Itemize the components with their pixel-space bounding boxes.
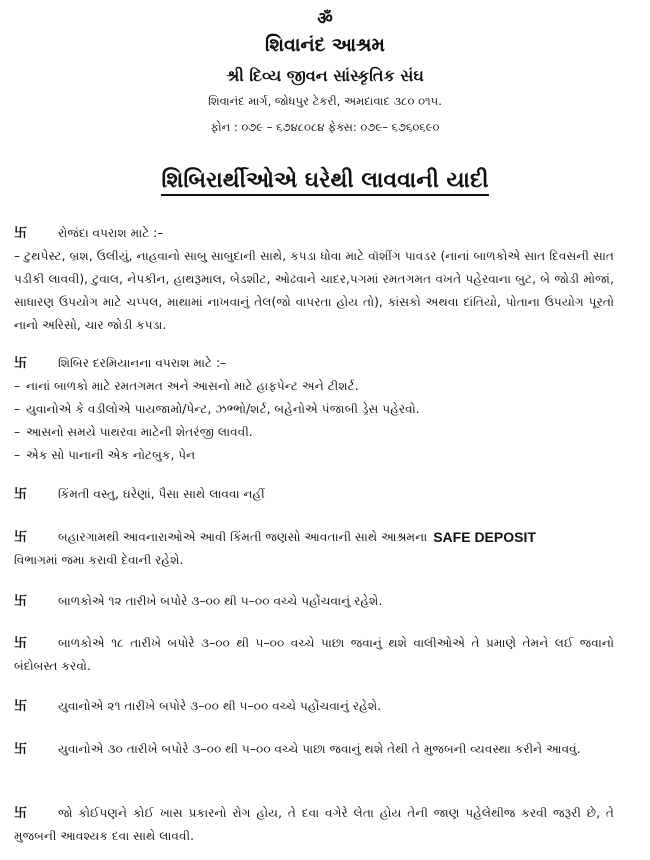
- dash-bullet: –: [14, 448, 21, 462]
- organization-name: શિવાનંદ આશ્રમ: [265, 34, 385, 56]
- camp-use-section: [14, 352, 614, 467]
- list-item: [14, 444, 614, 467]
- note-text: યુવાનોએ ૨૧ તારીખે બપોરે ૩–૦૦ થી ૫–૦૦ વચ્ચે પહોંચવાનું રહેશે.: [58, 699, 382, 713]
- note-text: [14, 632, 614, 678]
- daily-use-heading: રોજંદા વપરાશ માટે :–: [58, 226, 164, 240]
- swastika-icon: 卐: [14, 742, 28, 757]
- list-item: [14, 375, 614, 398]
- camp-use-heading-row: [14, 352, 614, 375]
- swastika-icon: 卐: [14, 530, 28, 545]
- note-body: યુવાનોએ ૩૦ તારીખે બપોરે ૩–૦૦ થી ૫–૦૦ વચ્ચે પાછા જવાનું થશે તેથી તે મુજબની વ્યવસ્થા કરીને આવવું.: [58, 742, 581, 756]
- deposit-text-before: બહારગામથી આવનારાઓએ આવી કિંમતી જણસો આવતાની સાથે આશ્રમના: [58, 530, 428, 544]
- om-symbol: ॐ: [317, 9, 333, 29]
- swastika-icon: 卐: [14, 356, 28, 371]
- safe-deposit-label: SAFE DEPOSIT: [433, 529, 536, 545]
- swastika-icon: 卐: [14, 699, 28, 714]
- swastika-icon: 卐: [14, 806, 28, 821]
- daily-use-items: – ટુથપેસ્ટ, બ્રશ, ઉલીયું, નાહવાનો સાબુ સાબુદાની સાથે, કપડા ધોવા માટે વૉશીંગ પાવડર (નાનાં બાળકોએ સાત દિવસની સાત પડીકી લાવવી), ટુવાલ, નેપકીન, હાથરૂમાલ, બેડશીટ, ઓઢવાને ચાદર,પગમાં રમતગમત વખતે પહેરવાના બુટ, બે જોડી મોજાં, સાધારણ ઉપયોગ માટે ચપ્પલ, માથામાં નાખવાનું તેલ(જો વાપરતા હોય તો), કાંસકો અથવા દાંતિયો, પોતાના ઉપયોગ પૂરતો નાનો અરિસો, ચાર જોડી કપડા.: [14, 249, 614, 332]
- dash-bullet: –: [14, 402, 21, 416]
- deposit-row: [14, 526, 614, 549]
- arrival-note-youth: [14, 695, 614, 718]
- swastika-icon: 卐: [14, 636, 28, 651]
- organization-address: શિવાનંદ માર્ગ, જોધપુર ટેકરી, અમદાવાદ ૩૮૦ ૦૧૫.: [208, 94, 442, 108]
- valuables-text: કિંમતી વસ્તુ, ઘરેણાં, પૈસા સાથે લાવવા નહીં: [58, 487, 265, 501]
- daily-use-section: [14, 222, 614, 337]
- valuables-row: [14, 483, 614, 506]
- list-item-text: એક સો પાનાની એક નોટબુક, પેન: [26, 448, 196, 462]
- list-item: [14, 421, 614, 444]
- dash-bullet: –: [14, 379, 21, 393]
- page-title-text: શિબિરાર્થીઓએ ઘરેથી લાવવાની યાદી: [161, 168, 488, 196]
- note-row: [14, 590, 614, 613]
- page-title: [0, 168, 650, 193]
- valuables-note: [14, 483, 614, 506]
- note-text: બાળકોએ ૧૨ તારીખે બપોરે ૩–૦૦ થી ૫–૦૦ વચ્ચે પહોંચવાનું રહેશે.: [58, 594, 383, 608]
- camp-use-heading: શિબિર દરમિયાનના વપરાશ માટે :–: [58, 356, 227, 370]
- note-text: [14, 802, 614, 848]
- swastika-icon: 卐: [14, 594, 28, 609]
- departure-note-children: [14, 632, 614, 678]
- organization-subtitle: શ્રી દિવ્ય જીવન સાંસ્કૃતિક સંઘ: [226, 66, 424, 85]
- daily-use-heading-row: [14, 222, 614, 245]
- list-item-text: નાનાં બાળકો માટે રમતગમત અને આસનો માટે હાફપેન્ટ અને ટીશર્ટ.: [26, 379, 359, 393]
- dash-bullet: –: [14, 425, 21, 439]
- arrival-note-children: [14, 590, 614, 613]
- note-row: [14, 695, 614, 718]
- note-body: જો કોઈપણને કોઈ ખાસ પ્રકારનો રોગ હોય, તે દવા વગેરે લેતા હોય તેની જાણ પહેલેથીજ કરવી જરૂરી છે, તે મુજબની આવશ્યક દવા સાથે લાવવી.: [14, 806, 614, 843]
- deposit-text-after: વિભાગમાં જમા કરાવી દેવાની રહેશે.: [14, 553, 184, 567]
- list-item-text: આસનો સમયે પાથરવા માટેની શેતરંજી લાવવી.: [26, 425, 253, 439]
- list-item-text: યુવાનોએ કે વડીલોએ પાયજામો/પેન્ટ, ઝભ્ભો/શર્ટ, બહેનોએ પંજાબી ડ્રેસ પહેરવો.: [26, 402, 420, 416]
- list-item: [14, 398, 614, 421]
- note-text: [14, 738, 614, 761]
- swastika-icon: 卐: [14, 226, 28, 241]
- note-body: બાળકોએ ૧૮ તારીખે બપોરે ૩–૦૦ થી ૫–૦૦ વચ્ચે પાછા જવાનું થશે વાલીઓએ તે પ્રમાણે તેમને લઈ જવાનો બંદોબસ્ત કરવો.: [14, 636, 614, 673]
- contact-numbers: ફોન : ૦૭૯ – ૬૭૪૮૦૮૪ ફેક્સ: ૦૭૯– ૬૭૬૦૬૯૦: [210, 120, 440, 134]
- swastika-icon: 卐: [14, 487, 28, 502]
- deposit-note: [14, 526, 614, 572]
- departure-note-youth: [14, 738, 614, 761]
- medical-note: [14, 802, 614, 848]
